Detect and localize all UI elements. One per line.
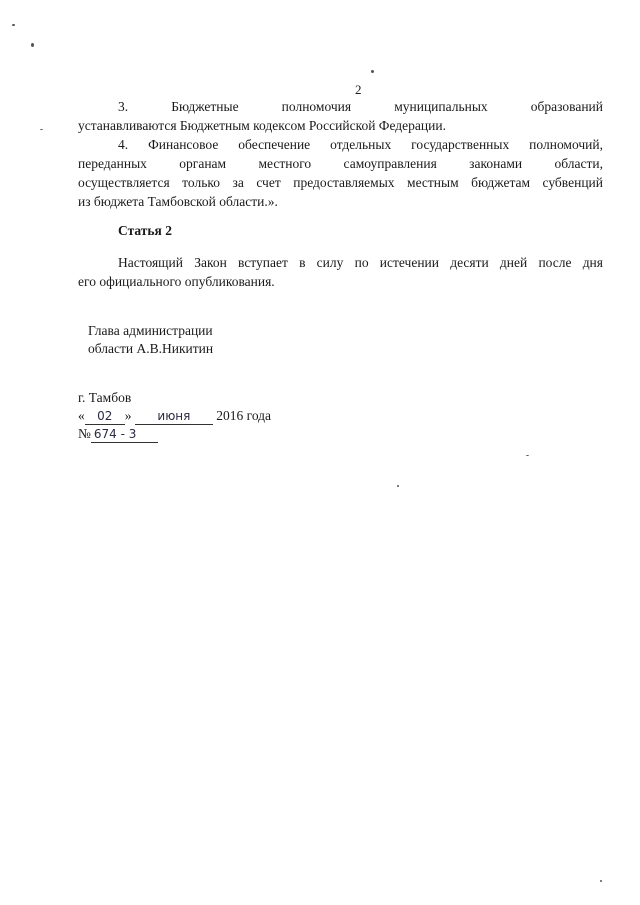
document-body <box>78 97 603 211</box>
year: 2016 года <box>216 408 272 423</box>
city: г. Тамбов <box>78 390 132 405</box>
handwritten-day: 02 <box>85 409 125 425</box>
handwritten-number: 674 - 3 <box>91 427 158 443</box>
scan-speck <box>12 24 15 26</box>
scan-speck <box>397 485 399 487</box>
item4-line2: переданных органам местного самоуправления законами области, <box>78 156 603 171</box>
item4-line4: из бюджета Тамбовской области.». <box>78 194 278 209</box>
scan-speck <box>31 43 34 47</box>
number-sign: № <box>78 426 91 441</box>
item4-line1: 4. Финансовое обеспечение отдельных государственных полномочий, <box>118 137 603 152</box>
handwritten-month: июня <box>135 409 213 425</box>
scan-speck <box>40 129 43 130</box>
article-heading: Статья 2 <box>118 223 172 238</box>
page-number: 2 <box>355 82 362 97</box>
place-date-block <box>78 389 271 443</box>
article-text-line1: Настоящий Закон вступает в силу по истечении десяти дней после дня <box>118 255 603 270</box>
scan-speck <box>526 455 529 456</box>
date-line <box>78 407 271 425</box>
signature-name: области А.В.Никитин <box>88 341 214 356</box>
signature-block <box>88 322 213 358</box>
article-text <box>78 253 603 291</box>
scan-speck <box>371 70 374 73</box>
signature-title: Глава администрации <box>88 323 213 338</box>
quote-open: « <box>78 408 85 423</box>
scan-speck <box>600 880 602 882</box>
item3-line2: устанавливаются Бюджетным кодексом Российской Федерации. <box>78 118 446 133</box>
article-text-line2: его официального опубликования. <box>78 274 275 289</box>
quote-close: » <box>124 408 132 423</box>
item3-line1: 3. Бюджетные полномочия муниципальных образований <box>118 99 603 114</box>
item4-line3: осуществляется только за счет предоставляемых местным бюджетам субвенций <box>78 175 603 190</box>
number-line <box>78 425 271 443</box>
